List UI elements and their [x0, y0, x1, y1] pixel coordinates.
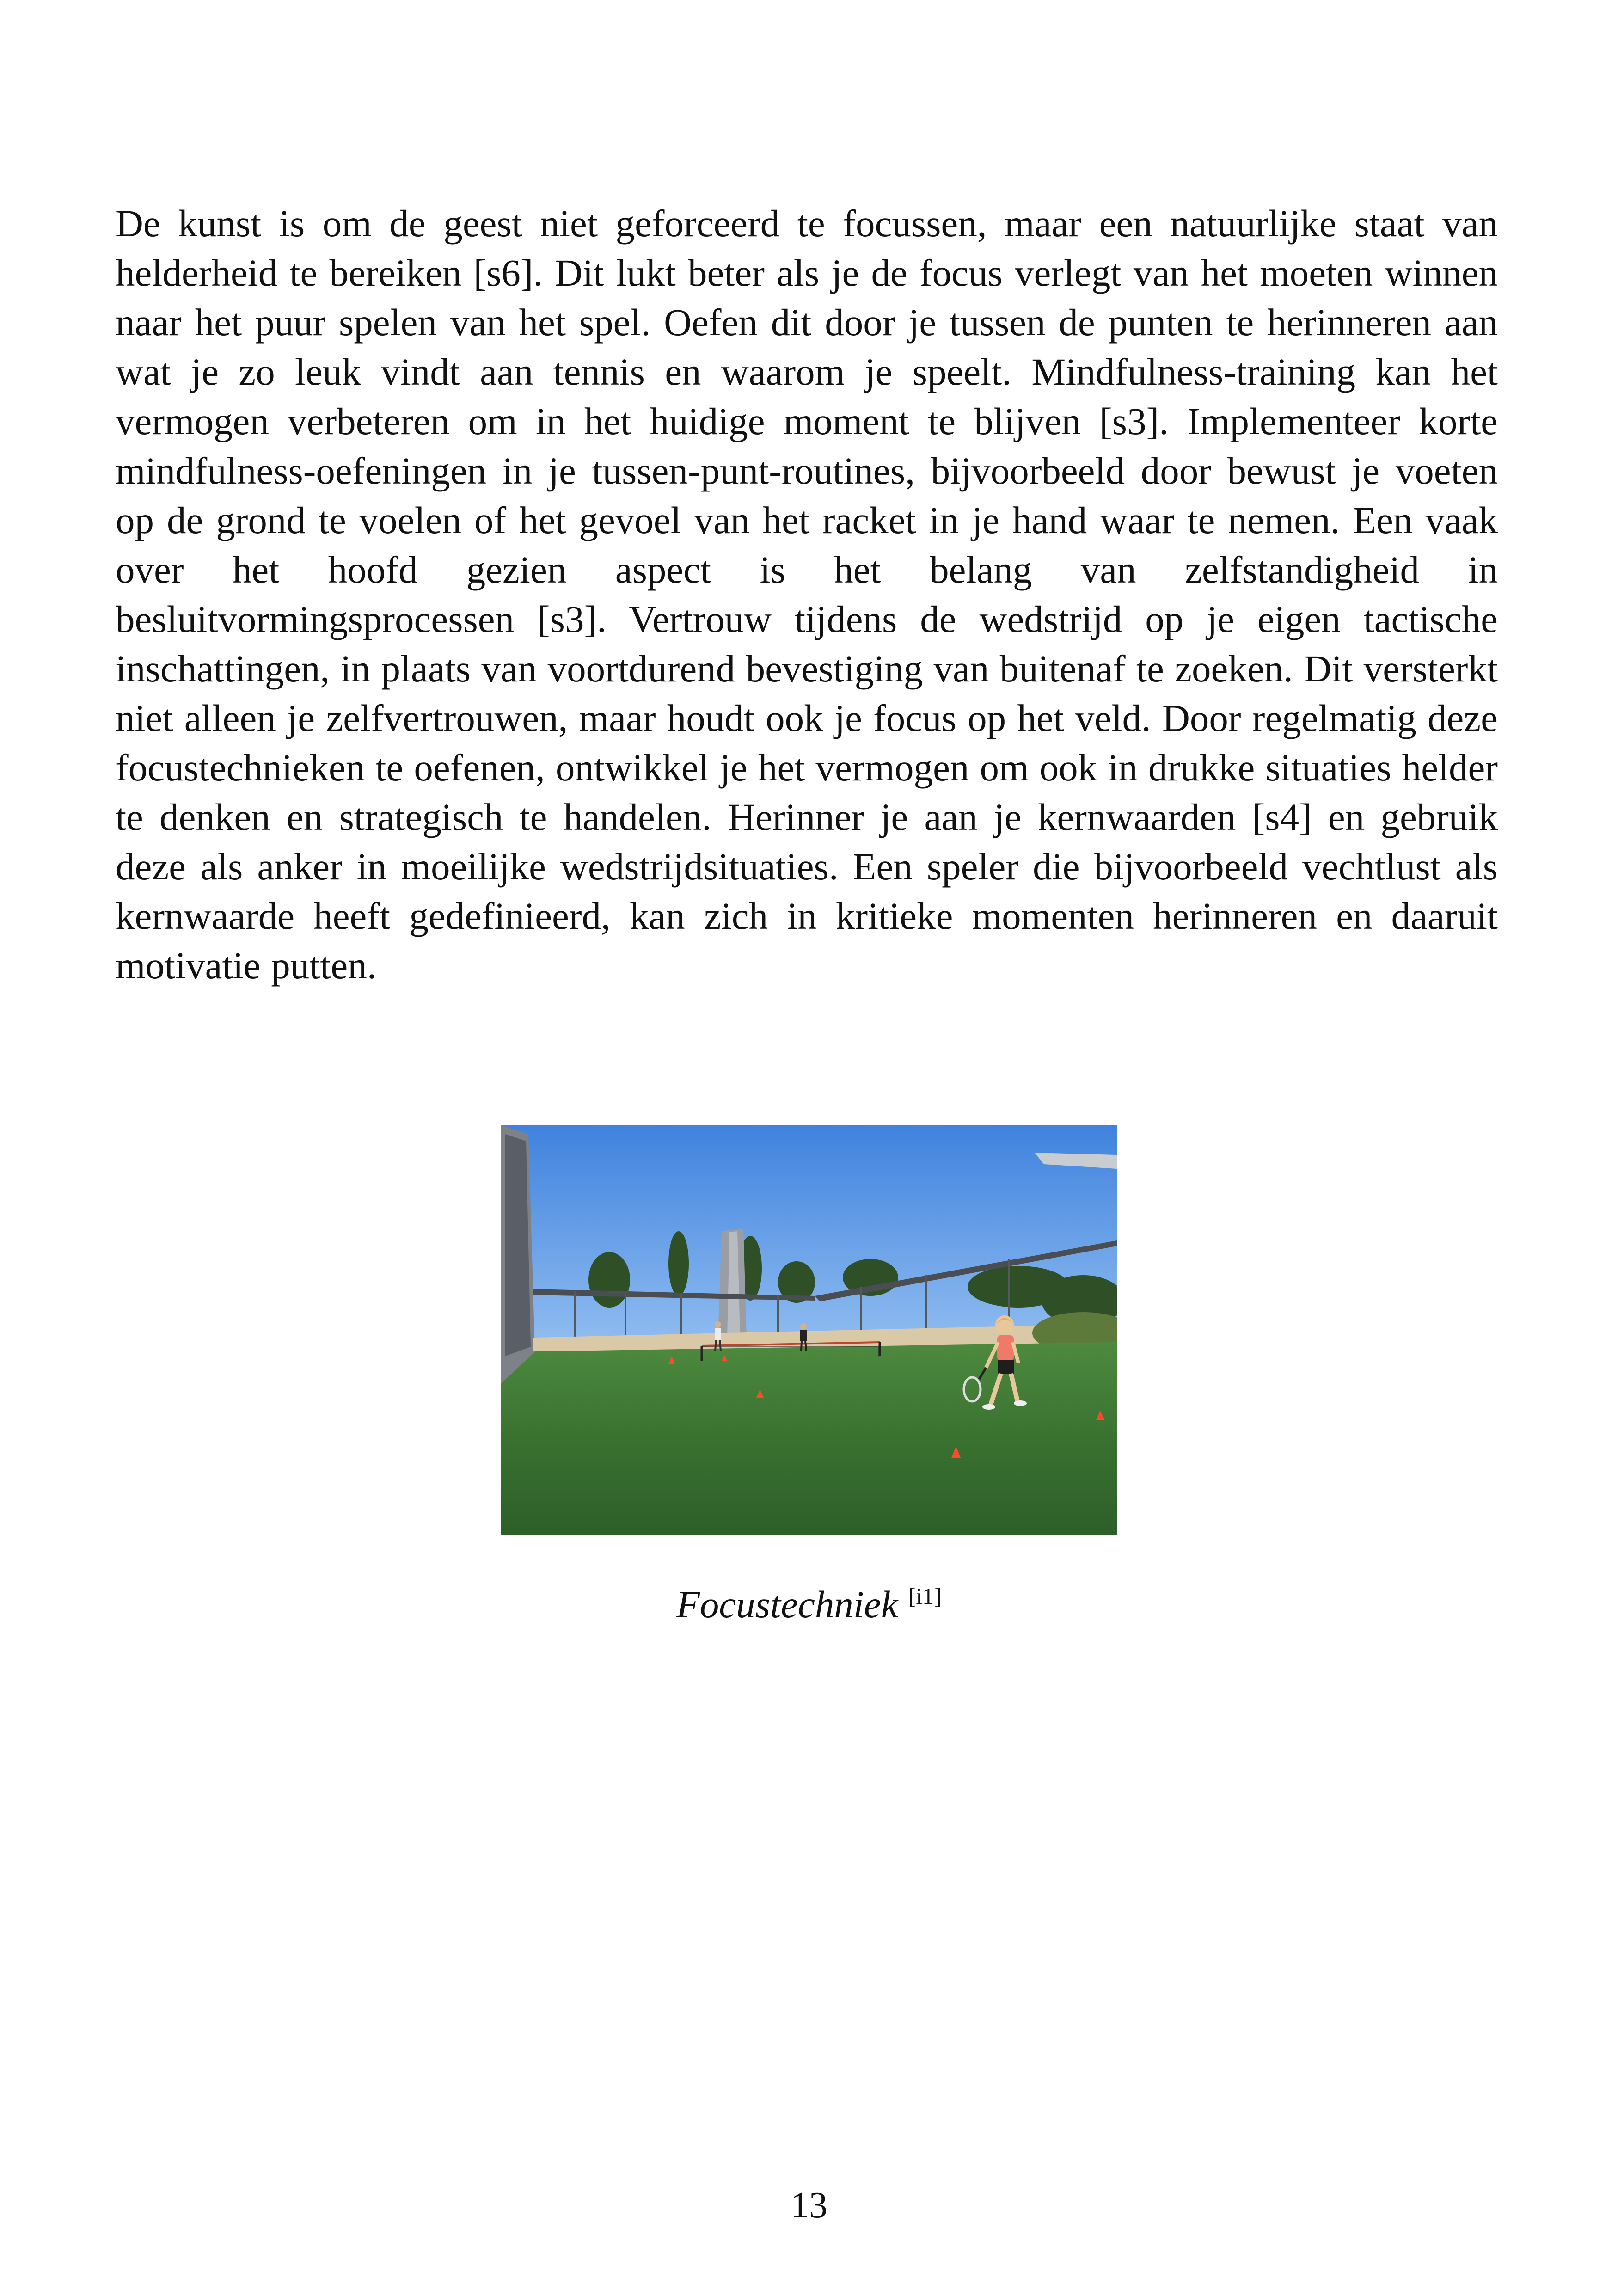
tennis-training-photo [501, 1125, 1117, 1535]
turf-field [501, 1342, 1117, 1535]
body-paragraph: De kunst is om de geest niet geforceerd te focussen, maar een natuurlijke staat van helderheid te bereiken [s6]. Dit lukt beter als je de focus verlegt van het moeten winnen naar het puur spelen van het spel. Oefen dit door je tussen de punten te herinneren aan wat je zo leuk vindt aan tennis en waarom je speelt. Mindfulness-training kan het vermogen verbeteren om in het huidige moment te blijven [s3]. Implementeer korte mindfulness-oefeningen in je tussen-punt-routines, bijvoorbeeld door bewust je voeten op de grond te voelen of het gevoel van het racket in je hand waar te nemen. Een vaak over het hoofd gezien aspect is het belang van zelfstandigheid in besluitvormingsprocessen [s3]. Vertrouw tijdens de wedstrijd op je eigen tactische inschattingen, in plaats van voortdurend bevestiging van buitenaf te zoeken. Dit versterkt niet alleen je zelfvertrouwen, maar houdt ook je focus op het veld. Door regelmatig deze focustechnieken te oefenen, ontwikkel je het vermogen om ook in drukke situaties helder te denken en strategisch te handelen. Herinner je aan je kernwaarden [s4] en gebruik deze als anker in moeilijke wedstrijdsituaties. Een speler die bijvoorbeeld vechtlust als kernwaarde heeft gedefinieerd, kan zich in kritieke momenten herinneren en daaruit motivatie putten. [116, 202, 1498, 987]
sky-area [501, 1125, 1117, 1342]
figure-photo [501, 1125, 1117, 1535]
figure-caption [0, 1579, 1618, 1630]
page-number: 13 [791, 2185, 827, 2226]
caption-reference: [i1] [908, 1583, 942, 1609]
caption-title: Focustechniek [676, 1583, 898, 1626]
